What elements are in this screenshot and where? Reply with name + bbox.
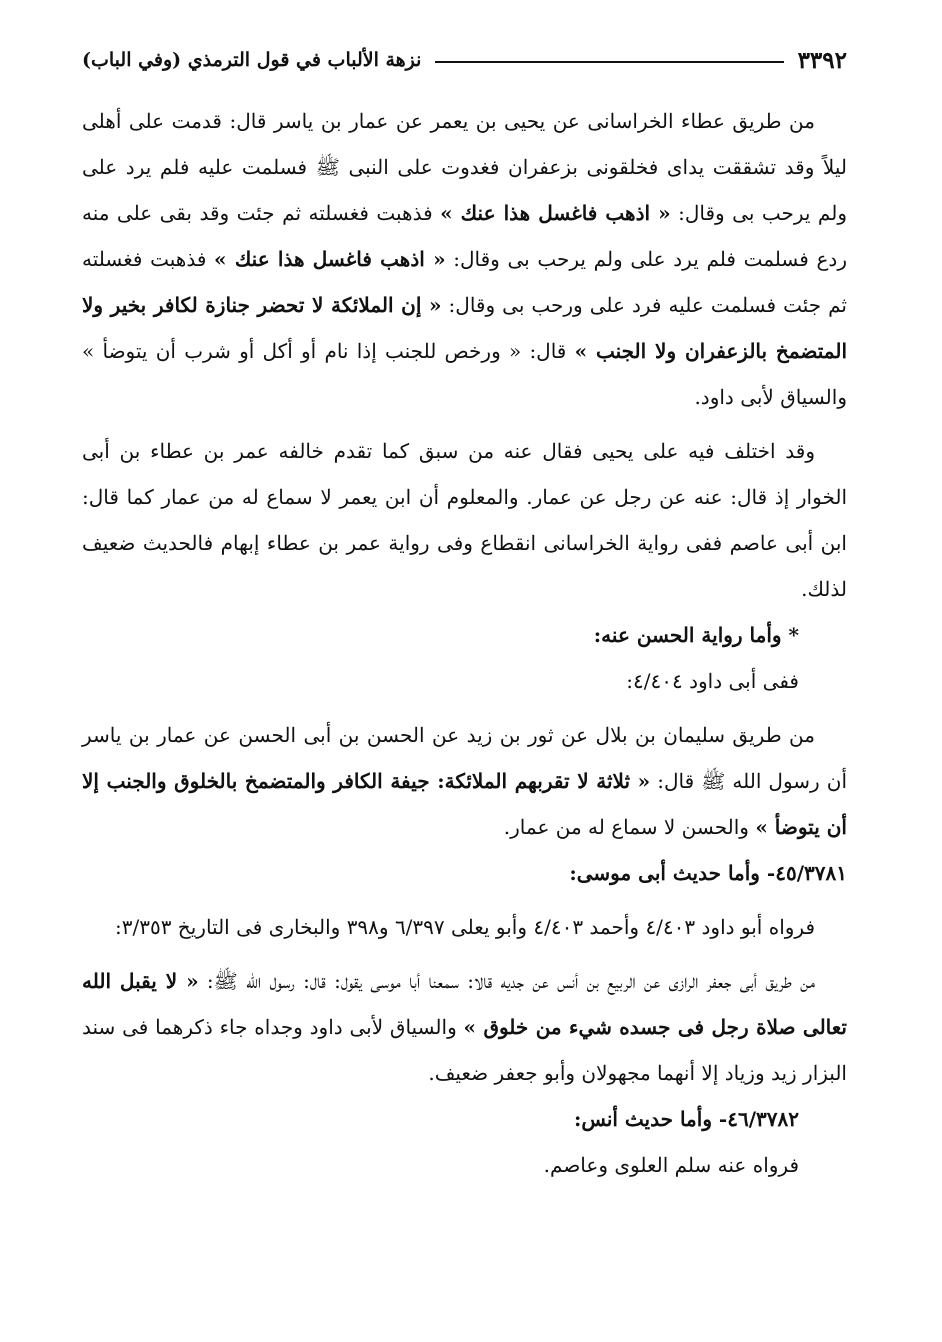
hadith-quote: « اذهب فاغسل هذا عنك » xyxy=(440,201,671,225)
running-title: نزهة الألباب في قول الترمذي (وفي الباب) xyxy=(82,49,422,71)
heading-abu-musa: ٤٥/٣٧٨١- وأما حديث أبى موسى: xyxy=(569,861,847,885)
text-segment: فذهبت فغسلته ثم جئت وقد بقى على منه ردع فسلمت فلم يرد على ولم يرحب بى وقال: xyxy=(82,201,847,271)
source-abu-dawud: ففى أبى داود ٤/٤٠٤: xyxy=(626,669,799,693)
paragraph-abu-musa-sources: فرواه أبو داود ٤/٤٠٣ وأحمد ٤/٤٠٣ وأبو يعلى ٦/٣٩٧ و٣٩٨ والبخارى فى التاريخ ٣/٣٥٣: xyxy=(114,915,815,939)
paragraph-hasan-narration xyxy=(82,712,847,850)
text-segment: من طريق سليمان بن بلال عن ثور بن زيد عن الحسن بن أبى الحسن عن عمار بن ياسر أن رسول الله ﷺ قال: xyxy=(82,723,847,793)
paragraph-ata-narration xyxy=(82,98,847,420)
heading-hasan-narration: * وأما رواية الحسن عنه: xyxy=(593,623,799,647)
header-rule xyxy=(435,61,783,63)
paragraph-anas-sources: فرواه عنه سلم العلوى وعاصم. xyxy=(543,1153,799,1177)
text-segment: من طريق عطاء الخراسانى عن يحيى بن يعمر عن عمار بن ياسر قال: قدمت على أهلى ليلاً وقد تشققت يداى فخلقونى بزعفران فغدوت على النبى ﷺ فسلمت عليه فلم يرد على ولم يرحب بى وقال: xyxy=(82,109,847,225)
hadith-quote: « إن الملائكة لا تحضر جنازة لكافر بخير ولا المتضمخ بالزعفران ولا الجنب » xyxy=(82,293,847,363)
hadith-quote: « ثلاثة لا تقربهم الملائكة: جيفة الكافر والمتضمخ بالخلوق والجنب إلا أن يتوضأ » xyxy=(82,769,847,839)
hadith-quote: « اذهب فاغسل هذا عنك » xyxy=(214,247,446,271)
hadith-quote: « لا يقبل الله تعالى صلاة رجل فى جسده شيء من خلوق » xyxy=(82,969,847,1039)
paragraph-abu-musa-narration xyxy=(82,958,847,1096)
text-segment: من طريق أبى جعفر الرازى عن الربيع بن أنس عن جديه قالا: سمعنا أبا موسى يقول: قال: رسول الله ﷺ: xyxy=(198,969,815,993)
text-segment: فذهبت فغسلته ثم جئت فسلمت عليه فرد على ورحب بى وقال: xyxy=(82,247,847,317)
text-segment: والسياق لأبى داود وجداه جاء ذكرهما فى سند البزار زيد وزياد إلا أنهما مجهولان وأبو جعفر ضعيف. xyxy=(82,1015,847,1085)
text-segment: والحسن لا سماع له من عمار. xyxy=(503,815,756,839)
paragraph-disagreement: وقد اختلف فيه على يحيى فقال عنه من سبق كما تقدم خالفه عمر بن عطاء بن أبى الخوار إذ قال: عنه عن رجل عن عمار. والمعلوم أن ابن يعمر لا سماع له من عمار كما قال: ابن أبى عاصم ففى رواية الخراسانى انقطاع وفى رواية عمر بن عطاء إبهام فالحديث ضعيف لذلك. xyxy=(82,439,847,601)
page-header xyxy=(82,40,847,80)
text-segment: قال: « ورخص للجنب إذا نام أو أكل أو شرب أن يتوضأ » والسياق لأبى داود. xyxy=(82,339,847,409)
heading-anas: ٤٦/٣٧٨٢- وأما حديث أنس: xyxy=(573,1107,799,1131)
page-number: ٣٣٩٢ xyxy=(797,46,847,74)
